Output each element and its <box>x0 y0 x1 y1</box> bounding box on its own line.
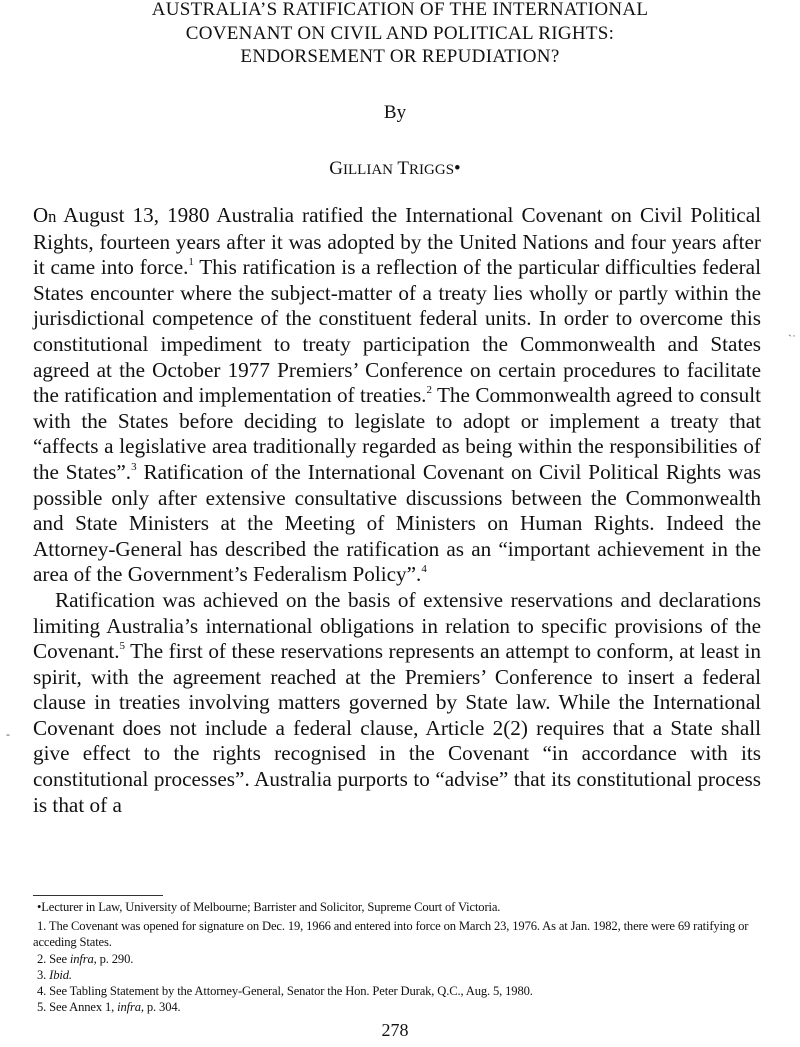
page-number: 278 <box>381 1020 409 1040</box>
footnote-separator <box>33 895 163 896</box>
footnote-2-pre: 2. See <box>37 951 70 966</box>
footnote-3-italic: Ibid. <box>49 967 72 982</box>
footnote-5-post: p. 304. <box>143 1000 181 1015</box>
title-line-2: COVENANT ON CIVIL AND POLITICAL RIGHTS: <box>185 22 615 44</box>
paragraph-1-text-c: The Commonwealth agreed to consult with the States before deciding to legislate to adopt or implement a treaty that “affects a legislative area traditionally regarded as being within the responsibilities of the States”. <box>33 383 761 484</box>
author-first-name-rest: ILLIAN <box>343 162 393 178</box>
footnotes <box>33 899 753 1015</box>
title-line-1: AUSTRALIA’S RATIFICATION OF THE INTERNATIONAL <box>151 0 649 20</box>
footnote-5-italic: infra, <box>117 1000 144 1015</box>
author-footnote-marker: • <box>454 158 461 179</box>
footnote-5 <box>33 999 753 1015</box>
paragraph-1-text-b: This ratification is a reflection of the particular difficulties federal States encounter where the subject-matter of a treaty lies wholly or partly within the jurisdictional competence of the constituent federal units. In order to overcome this constitutional impediment to treaty participation the Commonwealth and States agreed at the October 1977 Premiers’ Conference on certain procedures to facilitate the ratification and implementation of treaties. <box>33 255 761 408</box>
paragraph-1-text-a: August 13, 1980 Australia ratified the International Covenant on Civil Political Rights, fourteen years after it was adopted by the United Nations and four years after it came into force. <box>33 203 761 280</box>
scan-artifact-mark: ˋ˙ <box>788 332 796 346</box>
footnote-2-italic: infra, <box>69 951 97 966</box>
byline: By <box>383 102 407 123</box>
article-title <box>0 0 800 69</box>
paragraph-2-text-b: The first of these reservations represents an attempt to conform, at least in spirit, with the agreement reached at the Premiers’ Conference to insert a federal clause in treaties involving matters governed by State law. While the International Covenant does not include a federal clause, Article 2(2) requires that a State shall give effect to the rights recognised in the Covenant “in accordance with its constitutional processes”. Australia purports to “advise” that its constitutional process is that of a <box>33 639 761 817</box>
footnote-ref-4: 4 <box>421 563 427 576</box>
footnote-ref-5: 5 <box>119 640 125 653</box>
paragraph-1-text-d: Ratification of the International Covenant on Civil Political Rights was possible only after extensive consultative discussions between the Commonwealth and State Ministers at the Meeting of Ministers on Human Rights. Indeed the Attorney-General has described the ratification as an “important achievement in the area of the Government’s Federalism Policy”. <box>33 459 761 587</box>
footnote-ref-3: 3 <box>131 460 137 473</box>
title-line-3: ENDORSEMENT OR REPUDIATION? <box>240 46 560 67</box>
author-last-name-rest: RIGGS <box>409 162 455 178</box>
footnote-3-pre: 3. <box>37 967 50 982</box>
footnote-ref-2: 2 <box>426 384 432 397</box>
footnote-2 <box>33 951 753 967</box>
footnote-author: •Lecturer in Law, University of Melbourne; Barrister and Solicitor, Supreme Court of Victoria. <box>37 900 501 914</box>
footnote-2-post: p. 290. <box>96 951 134 966</box>
footnote-5-pre: 5. See Annex 1, <box>37 1000 118 1015</box>
lead-small-caps: n <box>48 207 57 226</box>
paragraph-2 <box>33 588 761 818</box>
article-body <box>33 203 761 818</box>
footnote-3 <box>33 967 753 983</box>
author-initial-last: T <box>397 158 410 179</box>
footnote-4: 4. See Tabling Statement by the Attorney-General, Senator the Hon. Peter Durak, Q.C., Aug. 5, 1980. <box>37 984 533 999</box>
paragraph-1 <box>33 203 761 588</box>
scan-artifact-dash: - <box>6 727 10 741</box>
footnote-1: 1. The Covenant was opened for signature on Dec. 19, 1966 and entered into force on March 23, 1976. As at Jan. 1982, there were 69 ratifying or acceding States. <box>33 919 749 950</box>
paragraph-2-text-a: Ratification was achieved on the basis of extensive reservations and declarations limiting Australia’s international obligations in relation to specific provisions of the Covenant. <box>33 587 761 664</box>
author-initial-first: G <box>329 158 344 179</box>
author-name <box>0 158 790 180</box>
footnote-ref-1: 1 <box>188 256 194 269</box>
lead-capital: O <box>33 203 49 227</box>
